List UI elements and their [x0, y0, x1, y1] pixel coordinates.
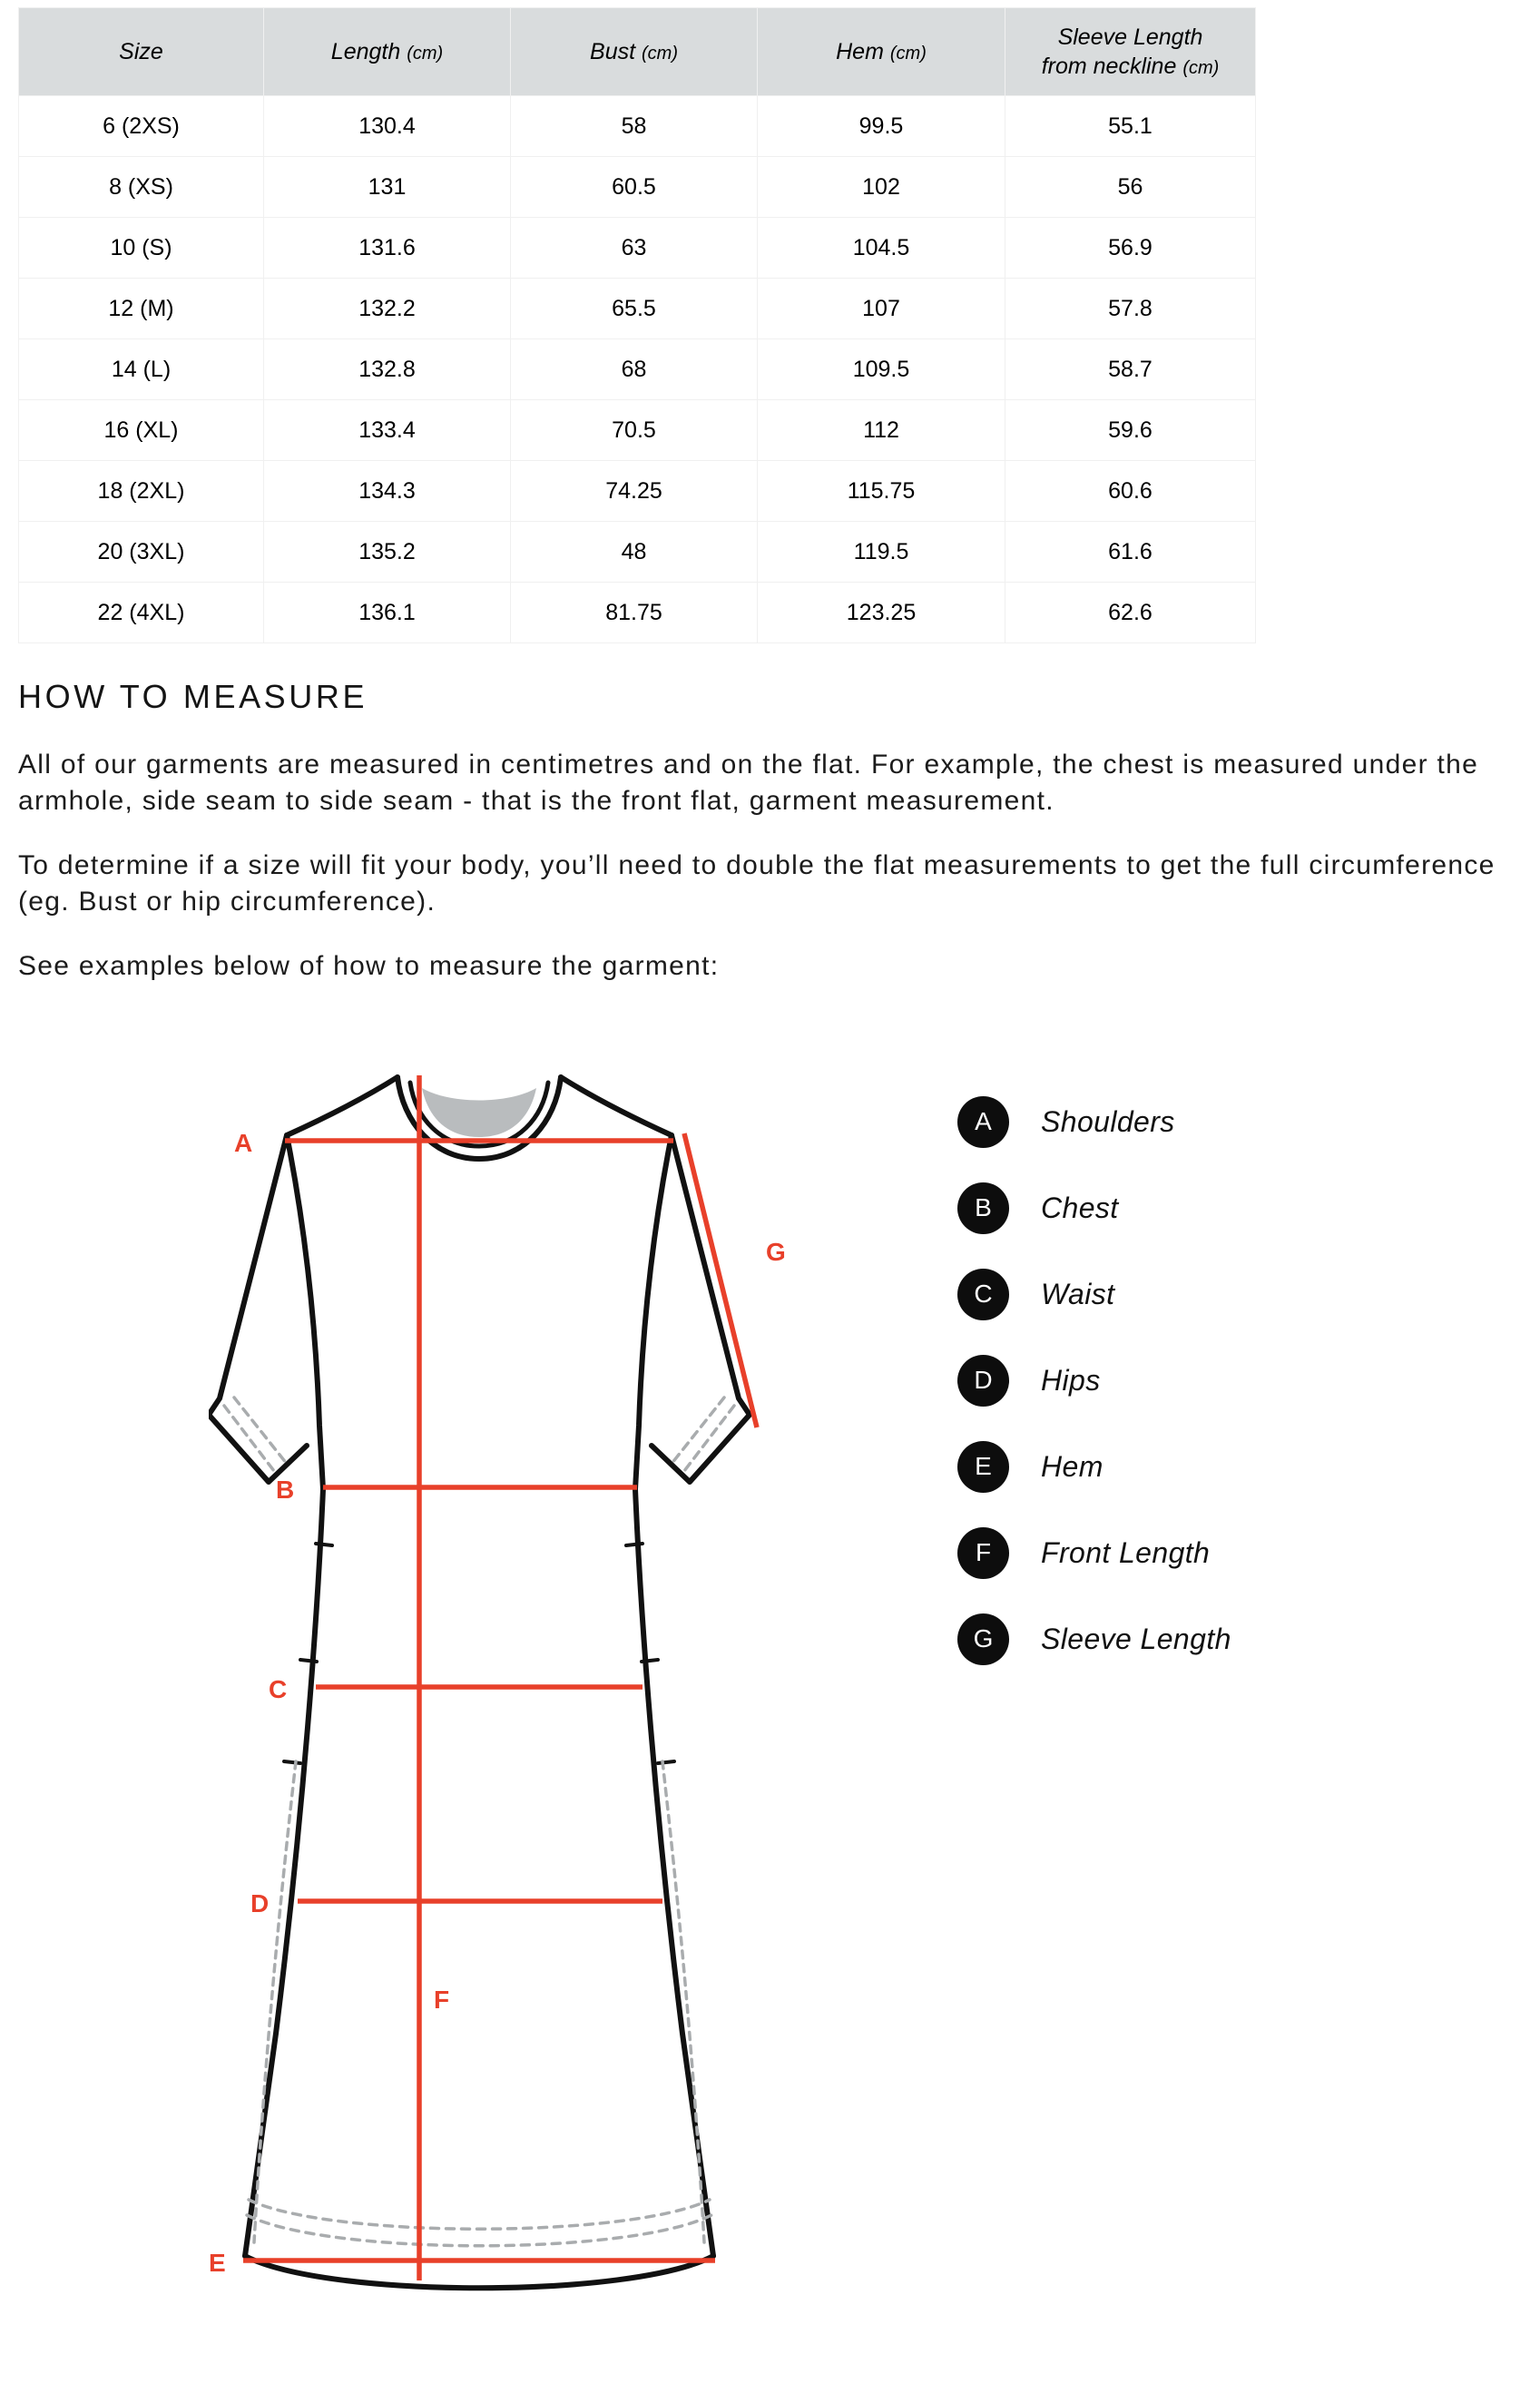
- legend-badge-icon: E: [957, 1441, 1009, 1493]
- cell-sleeve: 60.6: [1005, 461, 1256, 522]
- cell-bust: 70.5: [511, 400, 758, 461]
- marker-label-E: E: [209, 2248, 226, 2277]
- cell-sleeve: 58.7: [1005, 339, 1256, 400]
- legend-item-f: [957, 1510, 1429, 1596]
- cell-sleeve: 56: [1005, 157, 1256, 218]
- cell-hem: 123.25: [758, 583, 1005, 643]
- marker-label-C: C: [269, 1674, 288, 1703]
- table-row: [19, 96, 1256, 157]
- cell-bust: 58: [511, 96, 758, 157]
- legend-badge-icon: B: [957, 1182, 1009, 1234]
- right-sleeve-outline: [652, 1135, 750, 1482]
- cell-hem: 107: [758, 279, 1005, 339]
- cell-size: 8 (XS): [19, 157, 264, 218]
- legend-badge-icon: D: [957, 1355, 1009, 1407]
- table-header: [19, 8, 1256, 96]
- legend-label: Chest: [1041, 1191, 1119, 1224]
- table-row: [19, 522, 1256, 583]
- cell-sleeve: 56.9: [1005, 218, 1256, 279]
- cell-size: 12 (M): [19, 279, 264, 339]
- cell-size: 16 (XL): [19, 400, 264, 461]
- column-header-length-unit: (cm): [407, 44, 444, 64]
- measure-paragraph-2: To determine if a size will fit your body, you’ll need to double the flat measurements to get the full circumference (eg. Bust or hip circumference).: [18, 850, 1496, 917]
- right-side-seam-stitch: [662, 1761, 704, 2242]
- column-header-size-label: Size: [119, 39, 163, 64]
- legend-badge-icon: G: [957, 1613, 1009, 1665]
- cell-length: 131: [264, 157, 511, 218]
- cell-length: 130.4: [264, 96, 511, 157]
- cell-sleeve: 55.1: [1005, 96, 1256, 157]
- measure-paragraph-3: See examples below of how to measure the garment:: [18, 951, 720, 982]
- cell-hem: 112: [758, 400, 1005, 461]
- column-header-length-label: Length: [330, 39, 401, 64]
- page-title: HOW TO MEASURE: [18, 678, 368, 715]
- cell-hem: 115.75: [758, 461, 1005, 522]
- cell-size: 6 (2XS): [19, 96, 264, 157]
- cell-length: 132.8: [264, 339, 511, 400]
- column-header-sleeve-length: [1005, 8, 1256, 96]
- dress-outline-group: [209, 1077, 750, 2288]
- column-header-size: [19, 8, 264, 96]
- column-header-bust: [511, 8, 758, 96]
- cell-hem: 102: [758, 157, 1005, 218]
- column-header-hem: [758, 8, 1005, 96]
- measurement-lines-group: [243, 1075, 757, 2280]
- right-shoulder-line: [561, 1077, 672, 1135]
- cell-size: 22 (4XL): [19, 583, 264, 643]
- column-header-sleeve-label: Sleeve Length: [1057, 25, 1203, 50]
- how-to-measure-section: [0, 643, 1540, 985]
- cell-length: 133.4: [264, 400, 511, 461]
- cell-hem: 104.5: [758, 218, 1005, 279]
- left-sleeve-outline: [209, 1135, 307, 1482]
- size-chart-table: [18, 7, 1256, 643]
- right-seam-notch-upper: [626, 1544, 642, 1545]
- legend-label: Sleeve Length: [1041, 1622, 1231, 1655]
- legend-label: Hips: [1041, 1363, 1101, 1397]
- measurement-legend: [957, 1079, 1429, 1682]
- cell-size: 18 (2XL): [19, 461, 264, 522]
- cell-bust: 65.5: [511, 279, 758, 339]
- legend-label: Hem: [1041, 1449, 1104, 1483]
- marker-label-F: F: [434, 1985, 450, 2014]
- cell-sleeve: 62.6: [1005, 583, 1256, 643]
- table-row: [19, 218, 1256, 279]
- left-seam-notch-upper: [316, 1544, 332, 1545]
- right-seam-notch-lower: [658, 1761, 674, 1763]
- column-header-sleeve-unit: (cm): [1182, 58, 1220, 78]
- right-underarm-seam: [635, 1135, 672, 1489]
- left-seam-notch-hip: [300, 1660, 317, 1662]
- cell-length: 131.6: [264, 218, 511, 279]
- column-header-hem-label: Hem: [836, 39, 884, 64]
- legend-badge-icon: C: [957, 1269, 1009, 1320]
- column-header-bust-unit: (cm): [642, 44, 678, 64]
- legend-item-d: [957, 1338, 1429, 1424]
- marker-label-B: B: [276, 1475, 295, 1504]
- hem-stitch-line-1: [249, 2200, 710, 2229]
- legend-badge-icon: F: [957, 1527, 1009, 1579]
- marker-label-G: G: [766, 1237, 786, 1266]
- right-seam-notch-hip: [642, 1660, 658, 1662]
- column-header-sleeve-label2: from neckline: [1041, 54, 1177, 79]
- cell-bust: 81.75: [511, 583, 758, 643]
- table-row: [19, 157, 1256, 218]
- legend-label: Shoulders: [1041, 1104, 1175, 1138]
- cell-bust: 48: [511, 522, 758, 583]
- measure-paragraph-1: All of our garments are measured in centimetres and on the flat. For example, the chest is measured under the armhole, side seam to side seam - that is the front flat, garment measurement.: [18, 750, 1479, 816]
- left-seam-notch-lower: [284, 1761, 300, 1763]
- column-header-hem-unit: (cm): [889, 44, 927, 64]
- cell-bust: 74.25: [511, 461, 758, 522]
- cell-bust: 63: [511, 218, 758, 279]
- back-neck-shading: [422, 1088, 536, 1137]
- table-row: [19, 339, 1256, 400]
- legend-badge-icon: A: [957, 1096, 1009, 1148]
- cell-length: 136.1: [264, 583, 511, 643]
- legend-item-g: [957, 1596, 1429, 1682]
- left-underarm-seam: [287, 1135, 323, 1489]
- legend-item-e: [957, 1424, 1429, 1510]
- cell-size: 14 (L): [19, 339, 264, 400]
- legend-item-a: [957, 1079, 1429, 1165]
- legend-label: Waist: [1041, 1277, 1115, 1310]
- cell-length: 132.2: [264, 279, 511, 339]
- cell-hem: 109.5: [758, 339, 1005, 400]
- cell-size: 10 (S): [19, 218, 264, 279]
- measurement-letter-group: [209, 1129, 786, 2277]
- table-row: [19, 461, 1256, 522]
- measurement-line-sleeve: [684, 1133, 757, 1427]
- left-side-seam-stitch: [254, 1761, 296, 2242]
- marker-label-A: A: [234, 1128, 253, 1157]
- cell-length: 134.3: [264, 461, 511, 522]
- cell-sleeve: 57.8: [1005, 279, 1256, 339]
- table-row: [19, 583, 1256, 643]
- column-header-bust-label: Bust: [590, 39, 636, 64]
- column-header-length: [264, 8, 511, 96]
- cell-bust: 68: [511, 339, 758, 400]
- size-table-container: [0, 0, 1540, 643]
- garment-technical-drawing: [209, 1035, 826, 2324]
- table-row: [19, 400, 1256, 461]
- table-body: [19, 96, 1256, 643]
- cell-hem: 99.5: [758, 96, 1005, 157]
- cell-bust: 60.5: [511, 157, 758, 218]
- legend-item-b: [957, 1165, 1429, 1251]
- cell-length: 135.2: [264, 522, 511, 583]
- legend-label: Front Length: [1041, 1535, 1211, 1569]
- measurement-diagram-area: [0, 1035, 1540, 2324]
- cell-sleeve: 61.6: [1005, 522, 1256, 583]
- left-shoulder-line: [287, 1077, 397, 1135]
- cell-hem: 119.5: [758, 522, 1005, 583]
- cell-size: 20 (3XL): [19, 522, 264, 583]
- table-row: [19, 279, 1256, 339]
- cell-sleeve: 59.6: [1005, 400, 1256, 461]
- legend-item-c: [957, 1251, 1429, 1338]
- marker-label-D: D: [250, 1888, 270, 1917]
- table-header-row: [19, 8, 1256, 96]
